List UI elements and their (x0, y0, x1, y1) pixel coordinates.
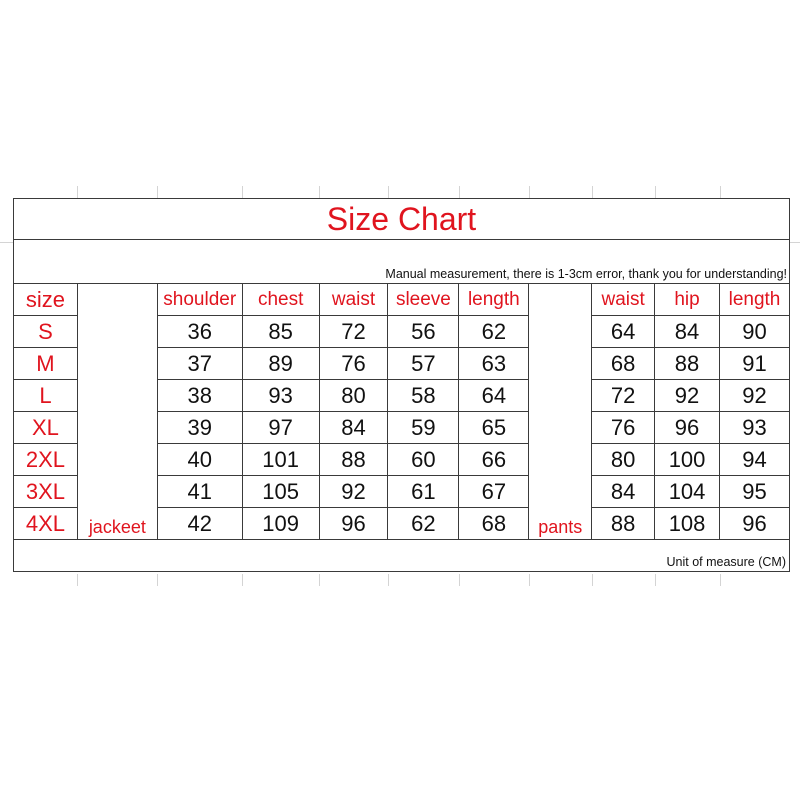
pants-cell: 84 (592, 476, 655, 508)
jacket-cell: 65 (459, 412, 529, 444)
jacket-cell: 67 (459, 476, 529, 508)
jacket-cell: 59 (388, 412, 459, 444)
jacket-cell: 109 (242, 508, 319, 540)
jacket-cell: 105 (242, 476, 319, 508)
jacket-cell: 56 (388, 316, 459, 348)
pants-cell: 84 (655, 316, 720, 348)
pants-cell: 68 (592, 348, 655, 380)
size-label: L (14, 380, 78, 412)
pants-cell: 90 (719, 316, 789, 348)
pants-cell: 88 (592, 508, 655, 540)
pants-cell: 76 (592, 412, 655, 444)
jacket-cell: 96 (319, 508, 388, 540)
jacket-cell: 68 (459, 508, 529, 540)
grid-line (388, 186, 389, 198)
grid-line (720, 574, 721, 586)
jacket-cell: 64 (459, 380, 529, 412)
jacket-cell: 38 (157, 380, 242, 412)
pants-header-hip: hip (655, 284, 720, 316)
pants-cell: 64 (592, 316, 655, 348)
grid-line (157, 574, 158, 586)
jacket-cell: 39 (157, 412, 242, 444)
grid-line (0, 242, 13, 243)
grid-line (459, 186, 460, 198)
grid-line (319, 574, 320, 586)
grid-line (790, 242, 800, 243)
jacket-header-waist: waist (319, 284, 388, 316)
jacket-header-length: length (459, 284, 529, 316)
jacket-cell: 62 (388, 508, 459, 540)
jacket-header-sleeve: sleeve (388, 284, 459, 316)
grid-line (77, 574, 78, 586)
jacket-cell: 72 (319, 316, 388, 348)
unit-note: Unit of measure (CM) (666, 555, 786, 569)
jacket-cell: 93 (242, 380, 319, 412)
jacket-cell: 85 (242, 316, 319, 348)
size-label: 2XL (14, 444, 78, 476)
size-table (13, 283, 790, 540)
pants-cell: 104 (655, 476, 720, 508)
measurement-note: Manual measurement, there is 1-3cm error, thank you for understanding! (385, 267, 787, 281)
grid-line (242, 186, 243, 198)
grid-line (529, 186, 530, 198)
pants-cell: 88 (655, 348, 720, 380)
grid-line (592, 574, 593, 586)
jacket-cell: 66 (459, 444, 529, 476)
jacket-cell: 80 (319, 380, 388, 412)
pants-cell: 93 (719, 412, 789, 444)
pants-label: pants (529, 284, 592, 540)
jacket-label: jackeet (77, 284, 157, 540)
chart-title: Size Chart (326, 200, 477, 237)
grid-line (242, 574, 243, 586)
jacket-cell: 92 (319, 476, 388, 508)
jacket-header-chest: chest (242, 284, 319, 316)
pants-cell: 91 (719, 348, 789, 380)
note-row (13, 240, 790, 283)
pants-cell: 92 (655, 380, 720, 412)
grid-line (319, 186, 320, 198)
jacket-cell: 61 (388, 476, 459, 508)
jacket-cell: 63 (459, 348, 529, 380)
grid-line (77, 186, 78, 198)
jacket-cell: 42 (157, 508, 242, 540)
grid-line (592, 186, 593, 198)
jacket-cell: 89 (242, 348, 319, 380)
pants-header-length: length (719, 284, 789, 316)
jacket-cell: 37 (157, 348, 242, 380)
jacket-header-shoulder: shoulder (157, 284, 242, 316)
jacket-cell: 40 (157, 444, 242, 476)
size-label: S (14, 316, 78, 348)
pants-cell: 80 (592, 444, 655, 476)
footer-row (13, 534, 790, 572)
jacket-cell: 36 (157, 316, 242, 348)
size-label: 3XL (14, 476, 78, 508)
grid-line (388, 574, 389, 586)
size-label: M (14, 348, 78, 380)
size-chart-sheet (13, 198, 790, 574)
title-row (13, 198, 790, 240)
jacket-cell: 101 (242, 444, 319, 476)
jacket-cell: 88 (319, 444, 388, 476)
jacket-cell: 76 (319, 348, 388, 380)
jacket-cell: 84 (319, 412, 388, 444)
jacket-cell: 41 (157, 476, 242, 508)
jacket-cell: 57 (388, 348, 459, 380)
size-label: XL (14, 412, 78, 444)
pants-cell: 108 (655, 508, 720, 540)
jacket-cell: 97 (242, 412, 319, 444)
pants-cell: 96 (655, 412, 720, 444)
grid-line (529, 574, 530, 586)
pants-header-waist: waist (592, 284, 655, 316)
grid-line (655, 574, 656, 586)
grid-line (720, 186, 721, 198)
grid-line (157, 186, 158, 198)
grid-line (459, 574, 460, 586)
pants-cell: 96 (719, 508, 789, 540)
pants-cell: 95 (719, 476, 789, 508)
size-header: size (14, 284, 78, 316)
pants-cell: 92 (719, 380, 789, 412)
pants-cell: 94 (719, 444, 789, 476)
pants-cell: 100 (655, 444, 720, 476)
jacket-cell: 58 (388, 380, 459, 412)
size-label: 4XL (14, 508, 78, 540)
pants-cell: 72 (592, 380, 655, 412)
jacket-cell: 60 (388, 444, 459, 476)
jacket-cell: 62 (459, 316, 529, 348)
grid-line (655, 186, 656, 198)
header-row (14, 284, 790, 316)
